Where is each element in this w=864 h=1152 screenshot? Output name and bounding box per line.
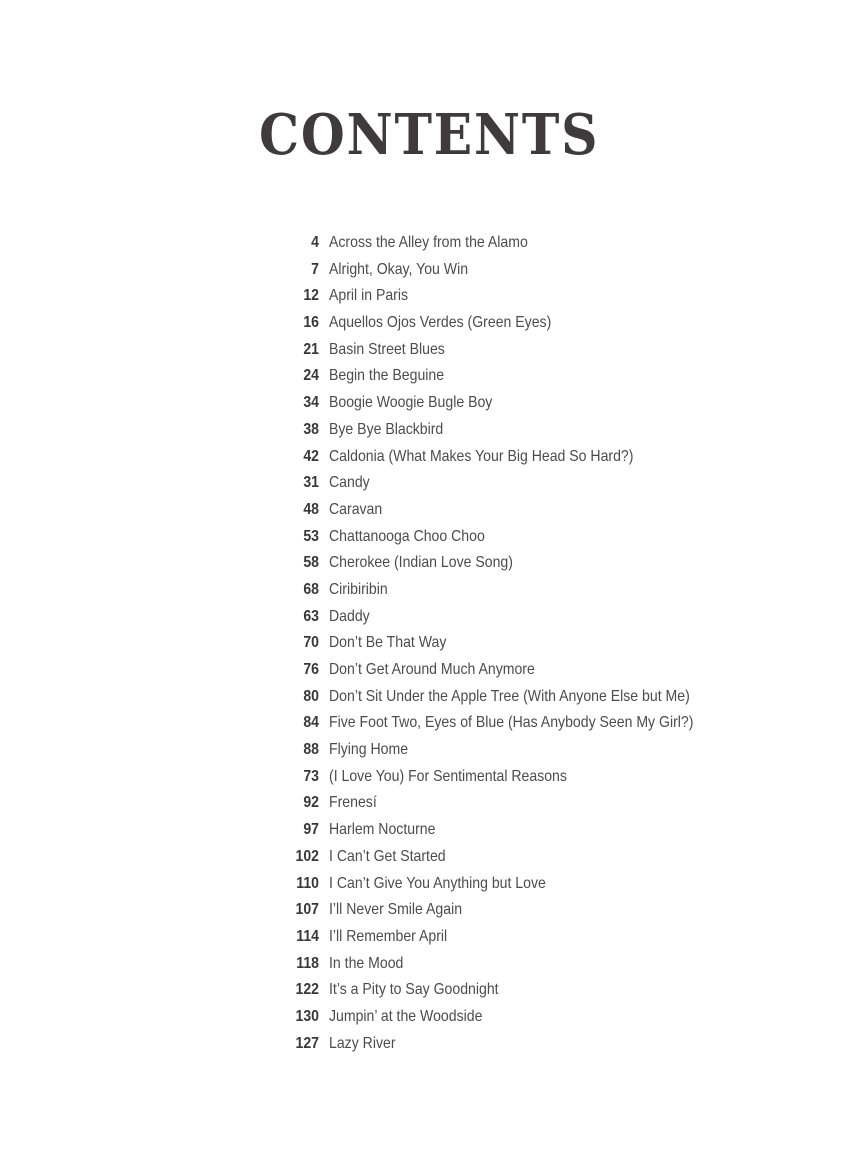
toc-entry-title: I’ll Remember April xyxy=(329,927,448,945)
toc-entry-title: Ciribiribin xyxy=(329,580,388,598)
toc-entry xyxy=(0,337,864,364)
toc-entry-page-number: 53 xyxy=(303,527,319,545)
toc-entry-page-number: 58 xyxy=(303,554,319,572)
toc-entry-page-number: 7 xyxy=(311,260,319,278)
toc-entry xyxy=(0,470,864,497)
toc-entry xyxy=(0,737,864,764)
toc-entry xyxy=(0,310,864,337)
toc-entry-title: April in Paris xyxy=(329,287,409,305)
toc-entry xyxy=(0,257,864,284)
page-title: CONTENTS xyxy=(259,102,600,168)
toc-entry xyxy=(0,577,864,604)
toc-entry-page-number: 92 xyxy=(303,794,319,812)
toc-entry-title: Daddy xyxy=(329,607,370,625)
toc-entry-title: Chattanooga Choo Choo xyxy=(329,527,485,545)
toc-entry-title: Alright, Okay, You Win xyxy=(329,260,469,278)
toc-entry-page-number: 4 xyxy=(311,234,319,251)
toc-entry-page-number: 127 xyxy=(295,1034,319,1052)
toc-entry-title: It’s a Pity to Say Goodnight xyxy=(329,981,499,999)
toc-entry xyxy=(0,444,864,471)
toc-entry-page-number: 76 xyxy=(303,661,319,678)
toc-entry xyxy=(0,871,864,898)
toc-entry-page-number: 80 xyxy=(303,687,319,705)
toc-entry-page-number: 70 xyxy=(303,634,319,652)
toc-entry-page-number: 130 xyxy=(295,1007,319,1025)
toc-entry xyxy=(0,550,864,577)
toc-entry xyxy=(0,417,864,444)
toc-entry xyxy=(0,604,864,631)
toc-entry-page-number: 110 xyxy=(296,874,319,892)
toc-entry xyxy=(0,497,864,524)
toc-list xyxy=(0,230,864,1057)
toc-entry-page-number: 68 xyxy=(303,580,319,598)
toc-entry-title: Lazy River xyxy=(329,1034,396,1052)
toc-entry xyxy=(0,710,864,737)
toc-entry xyxy=(0,363,864,390)
toc-entry-page-number: 38 xyxy=(303,420,319,438)
toc-entry xyxy=(0,790,864,817)
toc-entry-page-number: 114 xyxy=(296,927,319,945)
toc-entry-title: Caldonia (What Makes Your Big Head So Hard?) xyxy=(329,447,634,465)
toc-entry-page-number: 73 xyxy=(303,767,319,785)
toc-entry-title: Frenesí xyxy=(329,794,377,812)
toc-entry-page-number: 102 xyxy=(295,847,319,865)
toc-entry xyxy=(0,684,864,711)
toc-entry-page-number: 48 xyxy=(303,500,319,518)
toc-entry-title: Boogie Woogie Bugle Boy xyxy=(329,394,493,412)
toc-entry xyxy=(0,1031,864,1058)
toc-entry-page-number: 88 xyxy=(303,741,319,759)
toc-entry-title: Begin the Beguine xyxy=(329,367,445,385)
toc-entry-page-number: 34 xyxy=(303,394,319,412)
toc-entry xyxy=(0,524,864,551)
toc-entry-title: I’ll Never Smile Again xyxy=(329,901,463,919)
toc-entry xyxy=(0,630,864,657)
toc-entry xyxy=(0,390,864,417)
toc-entry-page-number: 122 xyxy=(295,981,319,999)
toc-entry-title: Don’t Be That Way xyxy=(329,634,447,652)
toc-entry-title: I Can’t Get Started xyxy=(329,847,446,865)
toc-entry-page-number: 97 xyxy=(303,821,319,839)
toc-entry xyxy=(0,924,864,951)
toc-entry-title: Don’t Get Around Much Anymore xyxy=(329,661,535,678)
toc-entry-title: (I Love You) For Sentimental Reasons xyxy=(329,767,567,785)
toc-entry xyxy=(0,283,864,310)
toc-entry-title: Don’t Sit Under the Apple Tree (With Anyone Else but Me) xyxy=(329,687,690,705)
toc-entry-page-number: 24 xyxy=(303,367,319,385)
toc-entry xyxy=(0,1004,864,1031)
toc-entry-page-number: 12 xyxy=(303,287,319,305)
toc-entry-page-number: 16 xyxy=(303,314,319,332)
toc-entry-page-number: 118 xyxy=(296,954,319,972)
toc-entry-title: Jumpin’ at the Woodside xyxy=(329,1007,483,1025)
toc-entry-title: In the Mood xyxy=(329,954,404,972)
toc-entry-page-number: 107 xyxy=(295,901,319,919)
toc-entry xyxy=(0,657,864,684)
toc-entry-title: Aquellos Ojos Verdes (Green Eyes) xyxy=(329,314,552,332)
toc-entry-title: Caravan xyxy=(329,500,383,518)
toc-entry xyxy=(0,951,864,978)
toc-entry-title: Five Foot Two, Eyes of Blue (Has Anybody Seen My Girl?) xyxy=(329,714,694,732)
toc-entry-title: Basin Street Blues xyxy=(329,340,445,358)
toc-entry-title: I Can’t Give You Anything but Love xyxy=(329,874,546,892)
toc-entry xyxy=(0,897,864,924)
toc-entry xyxy=(0,764,864,791)
toc-entry-title: Bye Bye Blackbird xyxy=(329,420,444,438)
toc-entry-title: Across the Alley from the Alamo xyxy=(329,234,528,251)
toc-entry-page-number: 31 xyxy=(303,474,319,492)
toc-entry xyxy=(0,977,864,1004)
toc-entry-title: Flying Home xyxy=(329,741,409,759)
toc-entry xyxy=(0,817,864,844)
toc-entry-title: Cherokee (Indian Love Song) xyxy=(329,554,513,572)
toc-entry-page-number: 84 xyxy=(303,714,319,732)
toc-entry xyxy=(0,844,864,871)
toc-entry-page-number: 21 xyxy=(303,340,319,358)
toc-entry-page-number: 63 xyxy=(303,607,319,625)
toc-entry-title: Candy xyxy=(329,474,370,492)
toc-entry-title: Harlem Nocturne xyxy=(329,821,436,839)
toc-entry xyxy=(0,230,864,257)
toc-entry-page-number: 42 xyxy=(303,447,319,465)
